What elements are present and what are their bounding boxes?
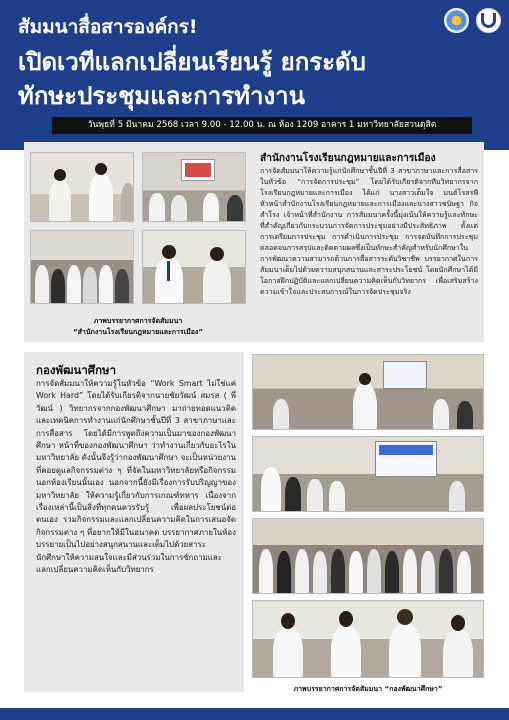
title-line-1: สัมมนาสื่อสารองค์กร! (18, 16, 198, 38)
footer-bar (0, 708, 509, 720)
university-seal-logo (444, 8, 469, 33)
section1-photo-caption-line2: “สำนักงานโรงเรียนกฎหมายและการเมือง” (73, 328, 203, 336)
section1-heading: สำนักงานโรงเรียนกฎหมายและการเมือง (260, 153, 436, 164)
faculty-logo (476, 8, 501, 33)
photo-2-1 (252, 354, 484, 430)
section2-body-text: การจัดสัมมนาให้ความรู้ในหัวข้อ “Work Smart ไม่ใช่แค่ Work Hard” โดยได้รับเกียรติจากนายชัยวัฒน์ สมรส ( พี่วัฒน์ ) วิทยากรจากกองพัฒนาศึกษา มาถ่ายทอดแนวคิดและเทคนิคการทำงานแก่นักศึกษาชั้นปีที่ 3 สาขาภาษาและการสื่อสาร โดยได้มีการพูดถึงความเป็นมาของกองพัฒนาศึกษา หน้าที่ของกองพัฒนาศึกษา ว่าทำงานเกี่ยวกับอะไรในมหาวิทยาลัย ดังนั้นจึงรู้ว่ากองพัฒนาศึกษา จะเป็นหน่วยงานที่คอยดูแลกิจกรรมต่าง ๆ ที่จัดในมหาวิทยาลัยหรือกิจกรรมนอกห้องเรียนนั้นเอง นอกจากนี้ยังมีเรื่องการรับปริญญาของมหาวิทยาลัย ให้ความรู้เกี่ยวกับการเกณฑ์ทหาร เนื่องจากเรื่องเหล่านี้เป็นสิ่งที่ทุกคนควรรับรู้ เพื่อผลประโยชน์ต่อตนเอง รวมกิจกรรมและแลกเปลี่ยนความคิดในการเสนอจัดกิจกรรมต่าง ๆ ที่อยากให้มีในอนาคต บรรยากาศภายในห้องบรรยายเป็นไปอย่างสนุกสนานและเต็มไปด้วยสาระ นักศึกษาให้ความสนใจและมีส่วนร่วมในการซักถามและแลกเปลี่ยนความคิดเห็นกับวิทยากร (36, 379, 236, 575)
section2-heading: กองพัฒนาศึกษา (36, 363, 117, 377)
photo-2-3 (252, 518, 484, 594)
event-date-bar: วันพุธที่ 5 มีนาคม 2568 เวลา 9.00 - 12.00 น. ณ ห้อง 1209 อาคาร 1 มหาวิทยาลัยสวนดุสิต (52, 117, 472, 134)
photo-2-4 (252, 600, 484, 678)
section1-photo-caption-line1: ภาพบรรยากาศการจัดสัมมนา (93, 317, 183, 325)
section1-body-text: การจัดสัมมนาให้ความรู้แก่นักศึกษาชั้นปีที่ 3 สาขาภาษาและการสื่อสาร ในหัวข้อ “การจัดการประชุม” โดยได้รับเกียรติจากทีมวิทยากรจากโรงเรียนกฎหมายและการเมือง ได้แก่ นางสาวเต็มใจ มนต์โรสรพี หัวหน้าสำนักงานโรงเรียนกฎหมายและการเมืองและนางสาวชนิษฐา กิจสำโรง เจ้าหน้าที่สำนักงาน การสัมมนาครั้งนี้มุ่งเน้นให้ความรู้และทักษะที่สำคัญเกี่ยวกับกระบวนการจัดการประชุมอย่างมีประสิทธิภาพ ตั้งแต่การเตรียมการประชุม การดำเนินการประชุม การจดบันทึกการประชุม ตลอดจนการสรุปและติดตามผลซึ่งเป็นทักษะสำคัญสำหรับนักศึกษาในการพัฒนาความสามารถด้านการสื่อสารระดับวิชาชีพ บรรยากาศในการสัมมนาเต็มไปด้วยความสนุกสนานและสาระประโยชน์ โดยนักศึกษาได้มีโอกาสฝึกปฏิบัติและแลกเปลี่ยนความคิดเห็นกับวิทยากร เพื่อเสริมสร้างความเข้าใจและประสบการณ์ในการจัดประชุมจริง (260, 166, 478, 296)
photo-1-2 (142, 152, 246, 222)
photo-1-1 (30, 152, 134, 222)
title-line-2: เปิดเวทีแลกเปลี่ยนเรียนรู้ ยกระดับ (18, 48, 366, 76)
title-line-3: ทักษะประชุมและการทำงาน (18, 82, 306, 110)
photo-1-4 (142, 230, 246, 304)
photo-2-2 (252, 436, 484, 512)
section2-photo-caption: ภาพบรรยากาศการจัดสัมมนา “กองพัฒนาศึกษา” (293, 685, 443, 693)
photo-1-3 (30, 230, 134, 304)
